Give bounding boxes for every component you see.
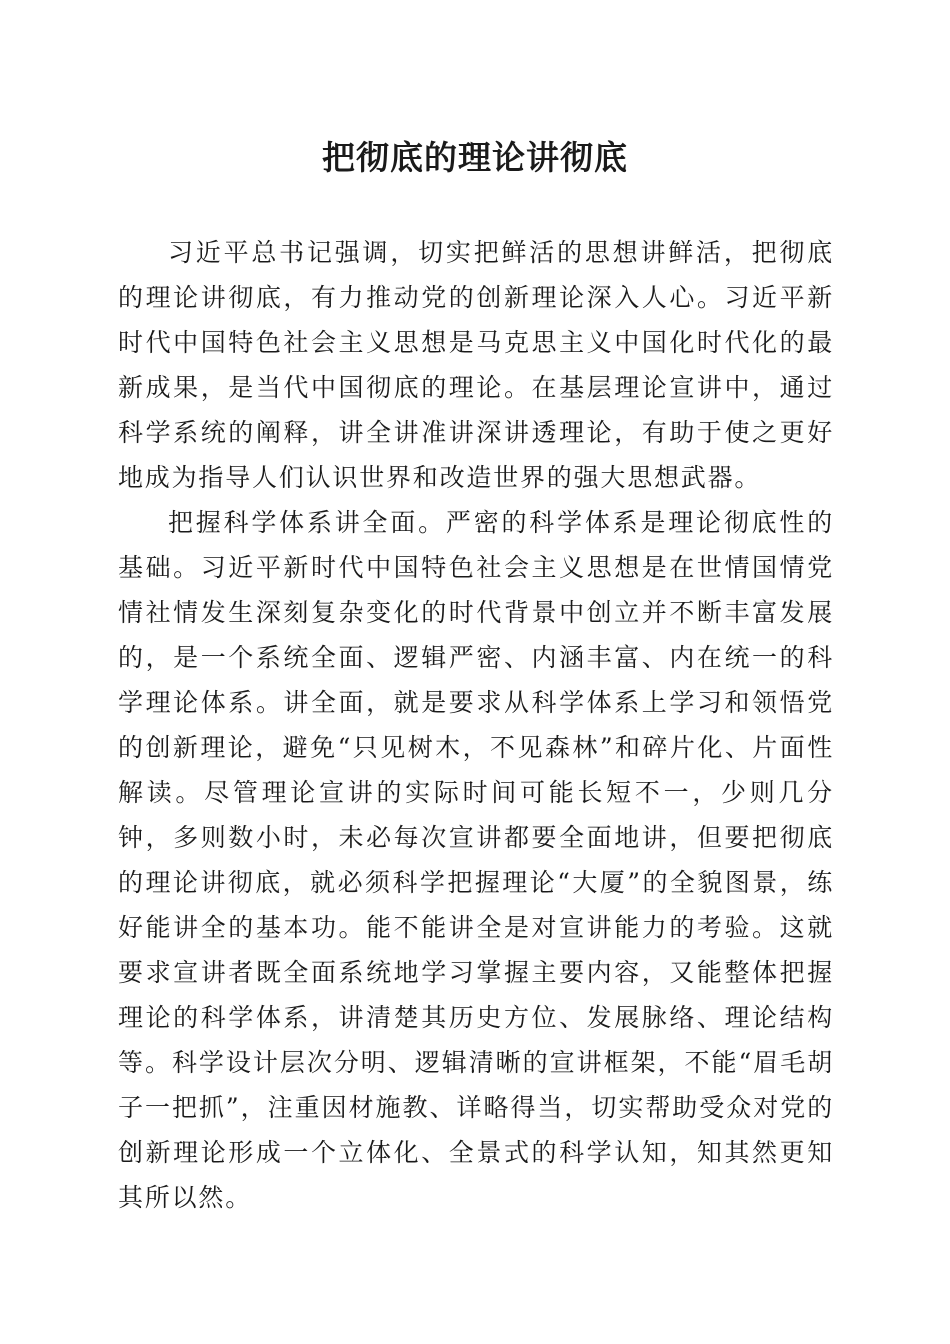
paragraph-scientific-system: 把握科学体系讲全面。严密的科学体系是理论彻底性的基础。习近平新时代中国特色社会主义思想是在世情国情党情社情发生深刻复杂变化的时代背景中创立并不断丰富发展的，是一个系统全面、逻辑严密、内涵丰富、内在统一的科学理论体系。讲全面，就是要求从科学体系上学习和领悟党的创新理论，避免“只见树木，不见森林”和碎片化、片面性解读。尽管理论宣讲的实际时间可能长短不一，少则几分钟，多则数小时，未必每次宣讲都要全面地讲，但要把彻底的理论讲彻底，就必须科学把握理论“大厦”的全貌图景，练好能讲全的基本功。能不能讲全是对宣讲能力的考验。这就要求宣讲者既全面系统地学习掌握主要内容，又能整体把握理论的科学体系，讲清楚其历史方位、发展脉络、理论结构等。科学设计层次分明、逻辑清晰的宣讲框架，不能“眉毛胡子一把抓”，注重因材施教、详略得当，切实帮助受众对党的创新理论形成一个立体化、全景式的科学认知，知其然更知其所以然。: [118, 508, 834, 1212]
paragraph-intro: 习近平总书记强调，切实把鲜活的思想讲鲜活，把彻底的理论讲彻底，有力推动党的创新理论深入人心。习近平新时代中国特色社会主义思想是马克思主义中国化时代化的最新成果，是当代中国彻底的理论。在基层理论宣讲中，通过科学系统的阐释，讲全讲准讲深讲透理论，有助于使之更好地成为指导人们认识世界和改造世界的强大思想武器。: [118, 238, 834, 492]
document-body: [118, 230, 834, 1220]
document-title: 把彻底的理论讲彻底: [322, 138, 628, 177]
